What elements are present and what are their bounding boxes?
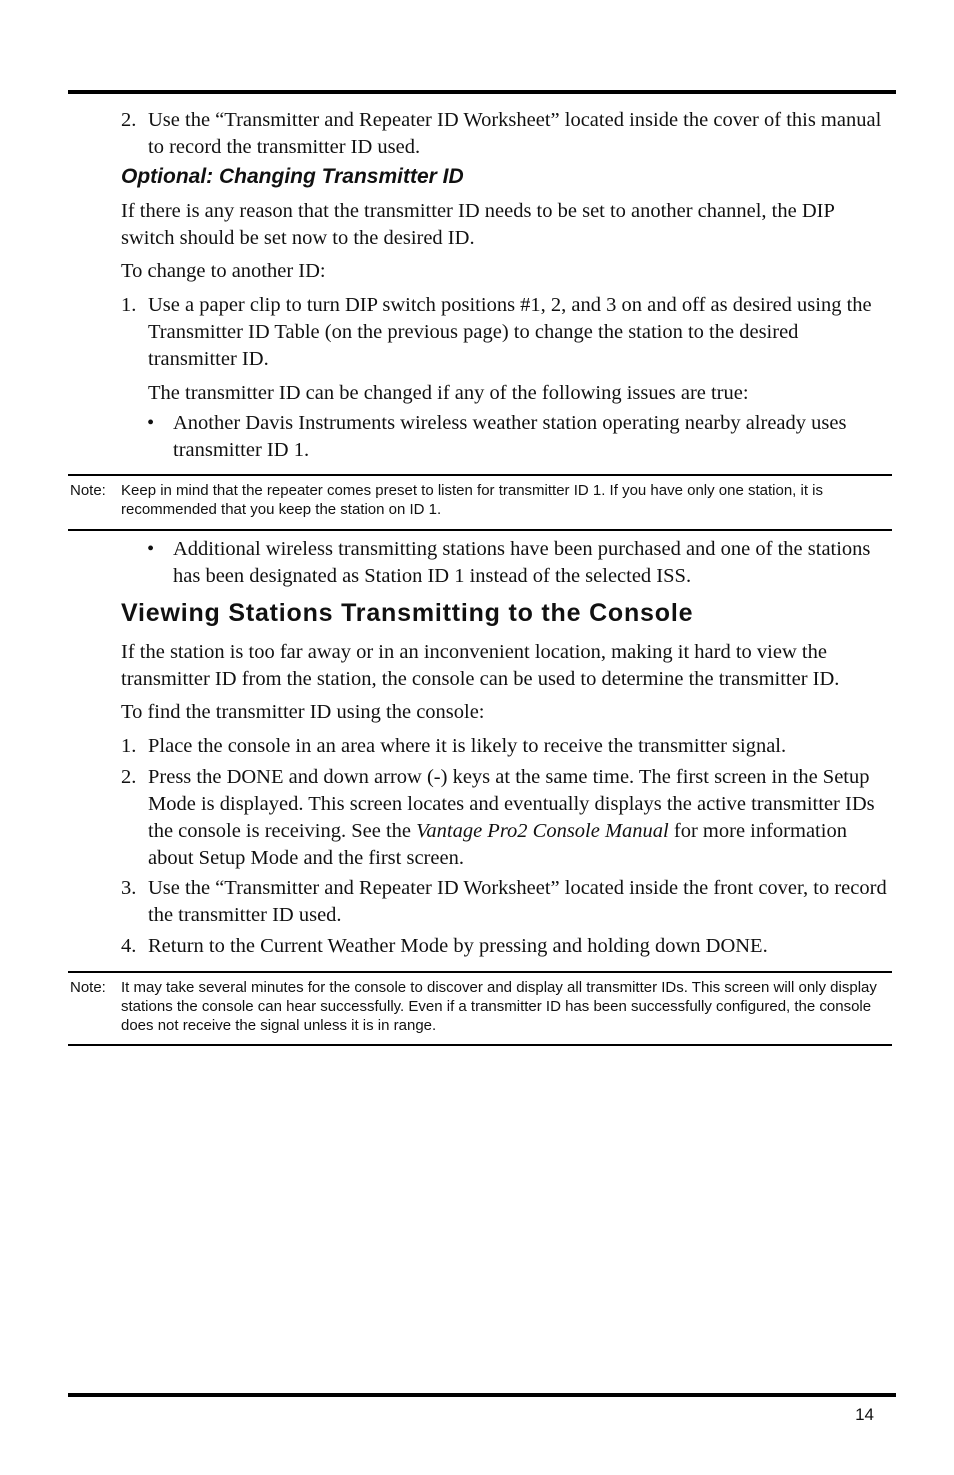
note-text: It may take several minutes for the console to discover and display all transmitter IDs. This screen will only display stations the console can hear successfully. Even if a transmitter ID has been successfully configured, the console does not receive the signal unless it is in range. bbox=[121, 979, 877, 1034]
list-item bbox=[121, 292, 891, 373]
list-number: 4. bbox=[121, 935, 137, 957]
list-text-part: for more information about Setup Mode and the first screen. bbox=[148, 820, 847, 869]
bullet-icon: • bbox=[147, 538, 155, 560]
list-text: Return to the Current Weather Mode by pressing and holding down DONE. bbox=[148, 935, 768, 957]
bullet-text: Additional wireless transmitting stations have been purchased and one of the stations has been designated as Station ID 1 instead of the selected ISS. bbox=[173, 538, 871, 587]
paragraph: If there is any reason that the transmitter ID needs to be set to another channel, the DIP switch should be set now to the desired ID. bbox=[121, 200, 835, 249]
header-rule bbox=[68, 90, 896, 94]
note-label: Note: bbox=[70, 979, 106, 996]
bullet-text: Another Davis Instruments wireless weather station operating nearby already uses transmitter ID 1. bbox=[173, 412, 847, 461]
list-text: Place the console in an area where it is likely to receive the transmitter signal. bbox=[148, 735, 787, 757]
note-text: Keep in mind that the repeater comes preset to listen for transmitter ID 1. If you have only one station, it is recommended that you keep the station on ID 1. bbox=[121, 482, 824, 518]
paragraph: To change to another ID: bbox=[121, 260, 326, 282]
list-number: 1. bbox=[121, 294, 137, 316]
list-text: Use the “Transmitter and Repeater ID Worksheet” located inside the cover of this manual to record the transmitter ID used. bbox=[148, 109, 882, 158]
paragraph: If the station is too far away or in an inconvenient location, making it hard to view the transmitter ID from the station, the console can be used to determine the transmitter ID. bbox=[121, 641, 840, 690]
page-number: 14 bbox=[855, 1405, 874, 1424]
list-text: Use the “Transmitter and Repeater ID Worksheet” located inside the front cover, to record the transmitter ID used. bbox=[148, 877, 887, 926]
footer-rule bbox=[68, 1393, 896, 1397]
list-number: 3. bbox=[121, 877, 137, 899]
bullet-item bbox=[147, 410, 891, 464]
list-number: 2. bbox=[121, 109, 137, 131]
section-heading-optional: Optional: Changing Transmitter ID bbox=[121, 165, 464, 188]
list-number: 1. bbox=[121, 735, 137, 757]
note-box bbox=[68, 971, 892, 1046]
manual-title: Vantage Pro2 Console Manual bbox=[416, 820, 669, 842]
section-heading-viewing: Viewing Stations Transmitting to the Console bbox=[121, 599, 694, 627]
bullet-item bbox=[147, 536, 891, 590]
note-box bbox=[68, 474, 892, 531]
paragraph: The transmitter ID can be changed if any of the following issues are true: bbox=[148, 382, 749, 404]
list-item bbox=[121, 107, 891, 161]
list-item bbox=[121, 733, 891, 760]
list-text: Use a paper clip to turn DIP switch positions #1, 2, and 3 on and off as desired using the Transmitter ID Table (on the previous page) to change the station to the desired transmitter ID. bbox=[148, 294, 872, 370]
paragraph: To find the transmitter ID using the console: bbox=[121, 701, 485, 723]
list-item bbox=[121, 933, 891, 960]
list-number: 2. bbox=[121, 766, 137, 788]
list-item bbox=[121, 764, 891, 872]
list-item bbox=[121, 875, 891, 929]
list-text bbox=[148, 764, 891, 872]
note-label: Note: bbox=[70, 482, 106, 499]
bullet-icon: • bbox=[147, 412, 155, 434]
list-text-part: Press the DONE and down arrow (-) keys at the same time. The first screen in the Setup Mode is displayed. This screen locates and eventually displays the active transmitter IDs the console is receiving. See the bbox=[148, 766, 875, 842]
